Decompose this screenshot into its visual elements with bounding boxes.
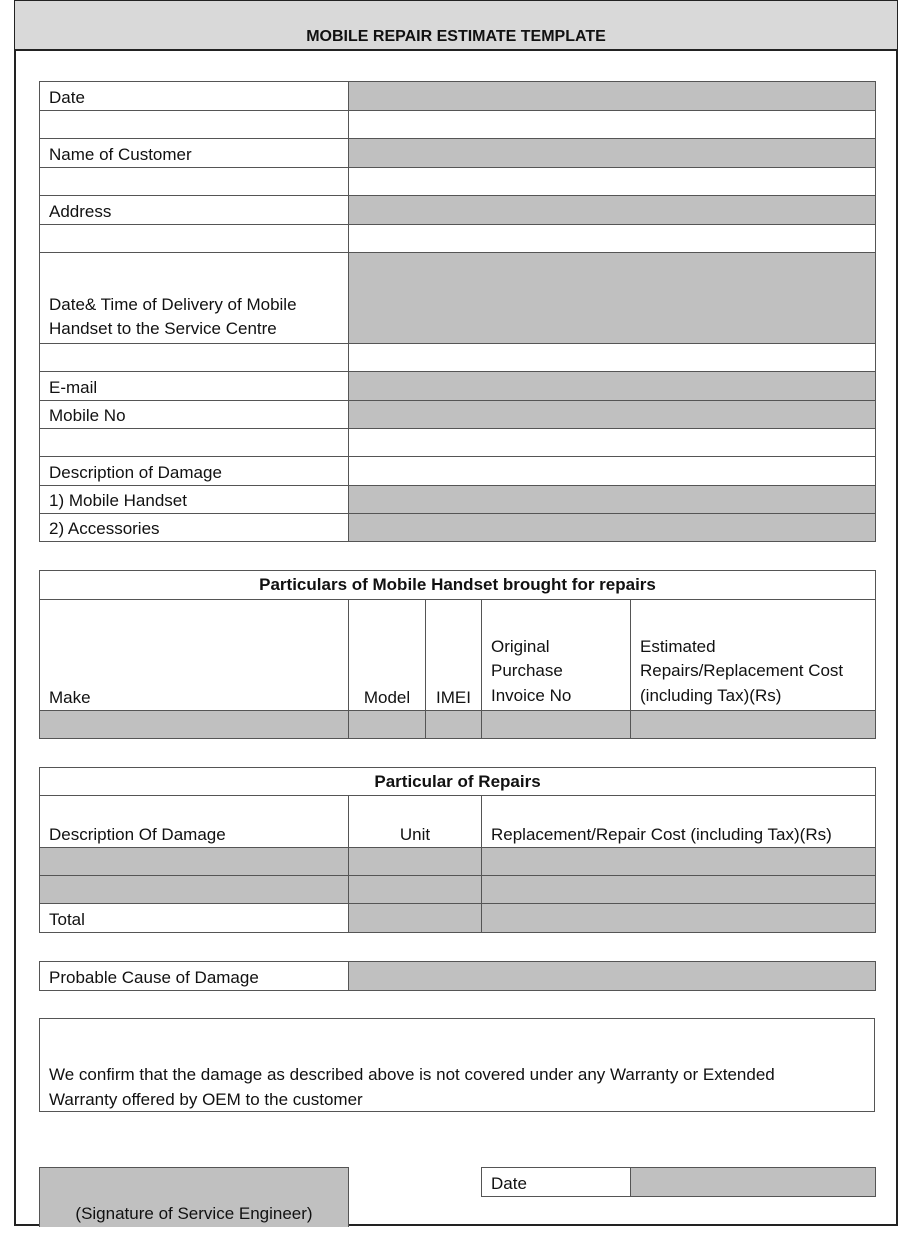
repair-unit-field[interactable] <box>349 876 482 904</box>
invoice-field[interactable] <box>482 711 631 739</box>
repairs-header: Particular of Repairs <box>40 768 876 796</box>
blank-cell <box>40 168 349 196</box>
invoice-header-line3: Invoice No <box>491 685 572 705</box>
repair-unit-field[interactable] <box>349 848 482 876</box>
invoice-header <box>482 600 631 711</box>
damage-description-label: Description of Damage <box>40 457 349 486</box>
accessories-field[interactable] <box>349 514 876 542</box>
repairs-table <box>39 767 876 933</box>
delivery-label-line2: Handset to the Service Centre <box>49 319 277 338</box>
customer-details-table <box>39 81 876 542</box>
repair-cost-field[interactable] <box>482 848 876 876</box>
date-label: Date <box>40 82 349 111</box>
email-field[interactable] <box>349 372 876 401</box>
make-header: Make <box>40 600 349 711</box>
damage-description-field[interactable] <box>349 457 876 486</box>
handset-field[interactable] <box>349 486 876 514</box>
footer-date-table <box>481 1167 876 1197</box>
blank-field[interactable] <box>349 344 876 372</box>
footer-date-field[interactable] <box>631 1168 876 1197</box>
blank-cell <box>40 111 349 139</box>
delivery-label-line1: Date& Time of Delivery of Mobile <box>49 295 297 314</box>
damage-description-header: Description Of Damage <box>40 796 349 848</box>
blank-field[interactable] <box>349 429 876 457</box>
probable-cause-field[interactable] <box>349 962 876 991</box>
particulars-header: Particulars of Mobile Handset brought for repairs <box>40 571 876 600</box>
total-cost-field[interactable] <box>482 904 876 933</box>
confirmation-line1: We confirm that the damage as described above is not covered under any Warranty or Extended <box>49 1065 775 1084</box>
cost-header-line2: Repairs/Replacement Cost <box>640 661 844 680</box>
repair-cost-field[interactable] <box>482 876 876 904</box>
handset-label: 1) Mobile Handset <box>40 486 349 514</box>
mobile-field[interactable] <box>349 401 876 429</box>
confirmation-text <box>49 1062 869 1112</box>
repair-description-field[interactable] <box>40 848 349 876</box>
delivery-datetime-label <box>40 253 349 344</box>
invoice-header-line1: Original <box>491 636 550 656</box>
make-field[interactable] <box>40 711 349 739</box>
email-label: E-mail <box>40 372 349 401</box>
invoice-header-line2: Purchase <box>491 661 563 680</box>
signature-label: (Signature of Service Engineer) <box>75 1204 313 1223</box>
blank-field[interactable] <box>349 168 876 196</box>
estimated-cost-field[interactable] <box>631 711 876 739</box>
blank-cell <box>40 225 349 253</box>
customer-name-field[interactable] <box>349 139 876 168</box>
estimated-cost-header <box>631 600 876 711</box>
blank-field[interactable] <box>349 111 876 139</box>
imei-header: IMEI <box>426 600 482 711</box>
total-label: Total <box>40 904 349 933</box>
probable-cause-label: Probable Cause of Damage <box>40 962 349 991</box>
address-label: Address <box>40 196 349 225</box>
cost-header-line1: Estimated <box>640 636 716 656</box>
blank-field[interactable] <box>349 225 876 253</box>
cost-header-line3: (including Tax)(Rs) <box>640 685 782 705</box>
blank-cell <box>40 344 349 372</box>
model-field[interactable] <box>349 711 426 739</box>
blank-cell <box>40 429 349 457</box>
accessories-label: 2) Accessories <box>40 514 349 542</box>
customer-name-label: Name of Customer <box>40 139 349 168</box>
delivery-datetime-field[interactable] <box>349 253 876 344</box>
address-field[interactable] <box>349 196 876 225</box>
total-unit-field[interactable] <box>349 904 482 933</box>
date-field[interactable] <box>349 82 876 111</box>
repair-description-field[interactable] <box>40 876 349 904</box>
handset-particulars-table <box>39 570 876 739</box>
probable-cause-table <box>39 961 876 991</box>
confirmation-line2: Warranty offered by OEM to the customer <box>49 1090 363 1109</box>
page-title: MOBILE REPAIR ESTIMATE TEMPLATE <box>306 28 606 45</box>
mobile-label: Mobile No <box>40 401 349 429</box>
unit-header: Unit <box>349 796 482 848</box>
model-header: Model <box>349 600 426 711</box>
repair-cost-header: Replacement/Repair Cost (including Tax)(Rs) <box>482 796 876 848</box>
footer-date-label: Date <box>482 1168 631 1197</box>
imei-field[interactable] <box>426 711 482 739</box>
